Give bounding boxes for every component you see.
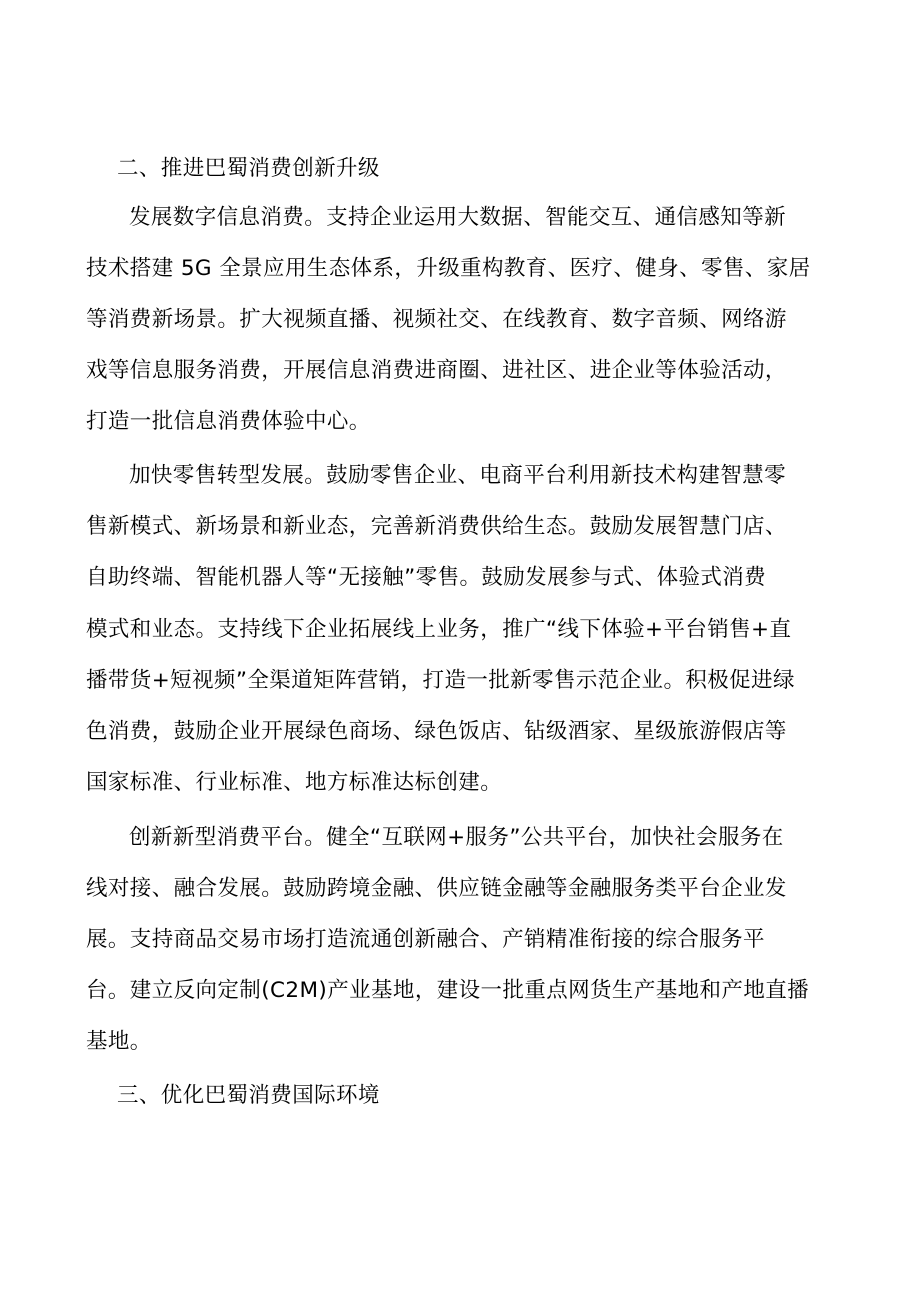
paragraph-line: 创新新型消费平台。健全“互联网+服务”公共平台，加快社会服务在 xyxy=(129,825,784,850)
paragraph-line: 技术搭建 5G 全景应用生态体系，升级重构教育、医疗、健身、零售、家居 xyxy=(86,256,811,281)
paragraph-line: 展。支持商品交易市场打造流通创新融合、产销精准衔接的综合服务平 xyxy=(86,927,765,952)
paragraph-line: 台。建立反向定制(C2M)产业基地，建设一批重点网货生产基地和产地直播 xyxy=(86,978,810,1003)
paragraph-line: 国家标准、行业标准、地方标准达标创建。 xyxy=(86,770,503,795)
paragraph-line: 售新模式、新场景和新业态，完善新消费供给生态。鼓励发展智慧门店、 xyxy=(86,514,787,539)
paragraph-line: 戏等信息服务消费，开展信息消费进商圈、进社区、进企业等体验活动， xyxy=(86,358,787,383)
paragraph-line: 模式和业态。支持线下企业拓展线上业务，推广“线下体验+平台销售+直 xyxy=(86,617,792,642)
paragraph-line: 等消费新场景。扩大视频直播、视频社交、在线教育、数字音频、网络游 xyxy=(86,307,787,332)
paragraph-line: 色消费，鼓励企业开展绿色商场、绿色饭店、钻级酒家、星级旅游假店等 xyxy=(86,719,787,744)
paragraph-line: 发展数字信息消费。支持企业运用大数据、智能交互、通信感知等新 xyxy=(129,205,787,230)
paragraph-line: 播带货+短视频”全渠道矩阵营销，打造一批新零售示范企业。积极促进绿 xyxy=(86,668,795,693)
paragraph-line: 线对接、融合发展。鼓励跨境金融、供应链金融等金融服务类平台企业发 xyxy=(86,876,787,901)
paragraph-line: 加快零售转型发展。鼓励零售企业、电商平台利用新技术构建智慧零 xyxy=(129,463,787,488)
paragraph-line: 自助终端、智能机器人等“无接触”零售。鼓励发展参与式、体验式消费 xyxy=(86,565,767,590)
paragraph-line: 打造一批信息消费体验中心。 xyxy=(86,409,371,434)
section-heading-2: 二、推进巴蜀消费创新升级 xyxy=(117,156,380,181)
paragraph-line: 基地。 xyxy=(86,1029,152,1054)
section-heading-3: 三、优化巴蜀消费国际环境 xyxy=(117,1083,380,1108)
